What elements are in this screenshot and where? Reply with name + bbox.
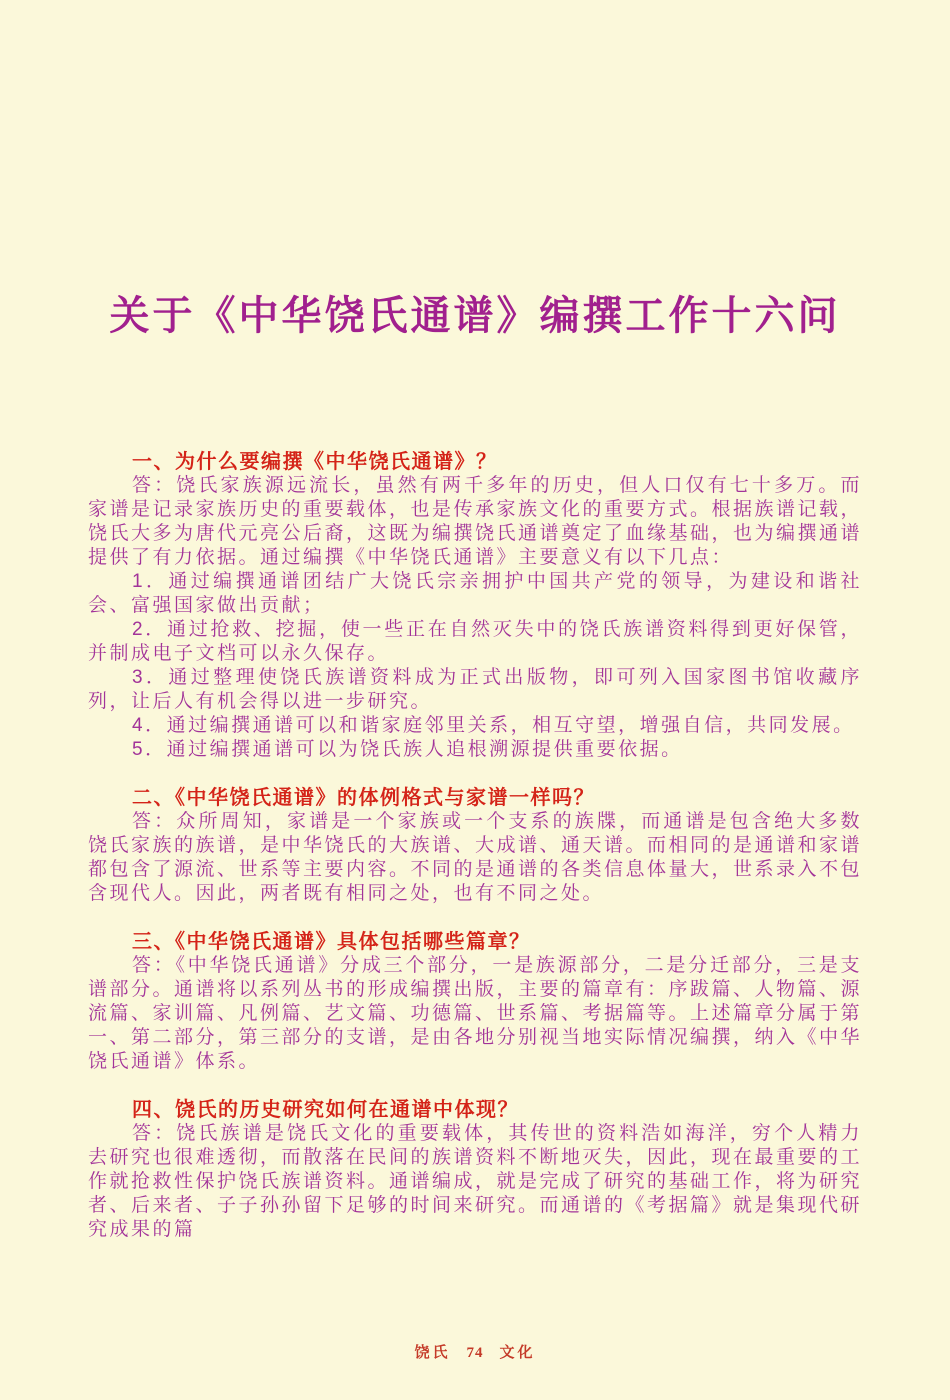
question-heading: 二、《中华饶氏通谱》的体例格式与家谱一样吗？ [132, 787, 595, 809]
document-body [88, 450, 862, 1242]
page-footer [0, 1344, 950, 1362]
answer-list-item: 3．通过整理使饶氏族谱资料成为正式出版物，即可列入国家图书馆收藏序列，让后人有机会得以进一步研究。 [88, 667, 862, 712]
page-title: 关于《中华饶氏通谱》编撰工作十六问 [109, 294, 841, 338]
answer-paragraph: 答：《中华饶氏通谱》分成三个部分，一是族源部分，二是分迁部分，三是支谱部分。通谱将以系列丛书的形成编撰出版，主要的篇章有：序跋篇、人物篇、源流篇、家训篇、凡例篇、艺文篇、功德篇、世系篇、考据篇等。上述篇章分属于第一、第二部分，第三部分的支谱，是由各地分别视当地实际情况编撰，纳入《中华饶氏通谱》体系。 [88, 955, 863, 1072]
answer-paragraph: 答：众所周知，家谱是一个家族或一个支系的族牒，而通谱是包含绝大多数饶氏家族的族谱，是中华饶氏的大族谱、大成谱、通天谱。而相同的是通谱和家谱都包含了源流、世系等主要内容。不同的是通谱的各类信息体量大，世系录入不包含现代人。因此，两者既有相同之处，也有不同之处。 [88, 811, 863, 904]
answer-list-item: 5．通过编撰通谱可以为饶氏族人追根溯源提供重要依据。 [132, 739, 683, 760]
section-question-1 [88, 450, 862, 762]
question-heading: 四、饶氏的历史研究如何在通谱中体现？ [132, 1099, 519, 1121]
question-heading: 一、为什么要编撰《中华饶氏通谱》？ [132, 451, 498, 473]
answer-list-item: 1．通过编撰通谱团结广大饶氏宗亲拥护中国共产党的领导，为建设和谐社会、富强国家做出贡献； [88, 571, 862, 616]
page-number: 74 [466, 1345, 484, 1361]
question-heading: 三、《中华饶氏通谱》具体包括哪些篇章？ [132, 931, 531, 953]
section-question-3 [88, 930, 862, 1074]
section-question-4 [88, 1098, 862, 1242]
answer-paragraph: 答：饶氏族谱是饶氏文化的重要载体，其传世的资料浩如海洋，穷个人精力去研究也很难透彻，而散落在民间的族谱资料不断地灭失，因此，现在最重要的工作就抢救性保护饶氏族谱资料。通谱编成，就是完成了研究的基础工作，将为研究者、后来者、子子孙孙留下足够的时间来研究。而通谱的《考据篇》就是集现代研究成果的篇 [88, 1123, 863, 1240]
footer-label-culture: 文化 [499, 1344, 536, 1361]
answer-list-item: 4．通过编撰通谱可以和谐家庭邻里关系，相互守望，增强自信，共同发展。 [132, 715, 855, 736]
answer-list-item: 2．通过抢救、挖掘，使一些正在自然灭失中的饶氏族谱资料得到更好保管，并制成电子文档可以永久保存。 [88, 619, 862, 664]
footer-label-surname: 饶氏 [414, 1344, 451, 1361]
answer-paragraph: 答：饶氏家族源远流长，虽然有两千多年的历史，但人口仅有七十多万。而家谱是记录家族历史的重要载体，也是传承家族文化的重要方式。根据族谱记载，饶氏大多为唐代元亮公后裔，这既为编撰饶氏通谱奠定了血缘基础，也为编撰通谱提供了有力依据。通过编撰《中华饶氏通谱》主要意义有以下几点： [88, 475, 863, 568]
section-question-2 [88, 786, 862, 906]
